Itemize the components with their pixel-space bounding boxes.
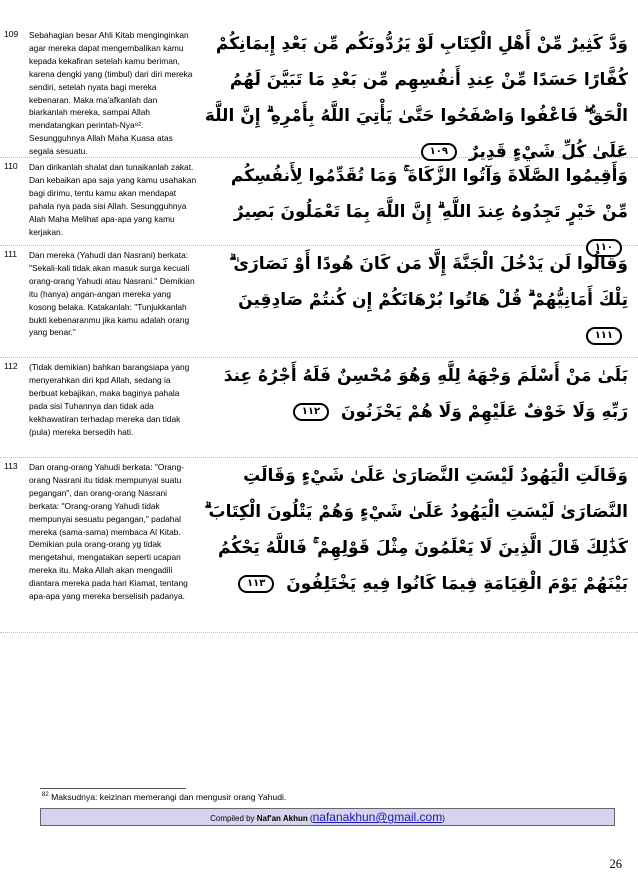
verse-109 — [0, 26, 638, 162]
verse-number: 112 — [4, 361, 18, 371]
verse-translation: Dan mereka (Yahudi dan Nasrani) berkata: "Sekali-kali tidak akan masuk surga kecuali orang-orang Yahudi atau Nasrani." Demikian itu (hanya) angan-angan mereka yang kosong belaka. Katakanlah: "Tunjukkanlah bukti kebenaranmu jika kamu adalah orang yang benar." — [29, 250, 195, 338]
compiler-name: Naf'an Akhun — [256, 814, 308, 823]
verse-111 — [0, 246, 638, 358]
footnote-text: Maksudnya: keizinan memerangi dan mengusir orang Yahudi. — [51, 792, 287, 802]
ayah-marker: ١١٢ — [293, 403, 329, 421]
verse-number: 113 — [4, 461, 18, 471]
arabic-text: بَلَىٰ مَنْ أَسْلَمَ وَجْهَهُ لِلَّهِ وَهُوَ مُحْسِنٌ فَلَهُ أَجْرُهُ عِندَ رَبِّهِ وَلَا خَوْفٌ عَلَيْهِمْ وَلَا هُمْ يَحْزَنُونَ — [223, 366, 628, 422]
verse-number: 109 — [4, 29, 19, 39]
verse-translation: Dan orang-orang Yahudi berkata: "Orang-orang Nasrani itu tidak mempunyai suatu pegangan", dan orang-orang Nasrani berkata: "Orang-orang Yahudi tidak mempunyai sesuatu pegangan," padahal mereka (sama-sama) membaca Al Kitab. Demikian pula orang-orang yg tidak mengetahui, mengatakan seperti ucapan mereka itu. Maka Allah akan mengadili diantara mereka pada hari Kiamat, tentang apa-apa yang mereka berselisih padanya. — [29, 462, 188, 602]
verse-translation: Dan dirikanlah shalat dan tunaikanlah zakat. Dan kebaikan apa saja yang kamu usahakan bagi dirimu, tentu kamu akan mendapat pahala nya pada sisi Allah. Sesungguhnya Alah Maha Melihat apa-apa yang kamu kerjakan. — [29, 162, 197, 237]
verses-container — [0, 26, 638, 633]
paren-open: ( — [307, 814, 313, 823]
ayah-marker: ١١٣ — [238, 575, 274, 593]
compiled-by-banner — [40, 808, 615, 826]
footnote — [42, 792, 286, 802]
verse-arabic — [200, 458, 628, 602]
arabic-text: وَدَّ كَثِيرٌ مِّنْ أَهْلِ الْكِتَابِ لَوْ يَرُدُّونَكُم مِّن بَعْدِ إِيمَانِكُمْ كُفَّارًا حَسَدًا مِّنْ عِندِ أَنفُسِهِم مِّن بَعْدِ مَا تَبَيَّنَ لَهُمُ الْحَقُّ ۖ فَاعْفُوا وَاصْفَحُوا حَتَّىٰ يَأْتِيَ اللَّهُ بِأَمْرِهِ ۗ إِنَّ اللَّهَ عَلَىٰ كُلِّ شَيْءٍ قَدِيرٌ — [204, 34, 628, 162]
verse-113 — [0, 458, 638, 633]
paren-close: ) — [442, 814, 445, 823]
arabic-text: وَقَالَتِ الْيَهُودُ لَيْسَتِ النَّصَارَىٰ عَلَىٰ شَيْءٍ وَقَالَتِ النَّصَارَىٰ لَيْسَتِ الْيَهُودُ عَلَىٰ شَيْءٍ وَهُمْ يَتْلُونَ الْكِتَابَ ۗ كَذَٰلِكَ قَالَ الَّذِينَ لَا يَعْلَمُونَ مِثْلَ قَوْلِهِمْ ۚ فَاللَّهُ يَحْكُمُ بَيْنَهُمْ يَوْمَ الْقِيَامَةِ فِيمَا كَانُوا فِيهِ يَخْتَلِفُونَ — [204, 466, 628, 594]
verse-arabic — [200, 26, 628, 170]
verse-number: 111 — [4, 249, 18, 259]
page-number: 26 — [609, 857, 622, 871]
arabic-text: وَأَقِيمُوا الصَّلَاةَ وَآتُوا الزَّكَاةَ ۚ وَمَا تُقَدِّمُوا لِأَنفُسِكُم مِّنْ خَيْرٍ تَجِدُوهُ عِندَ اللَّهِ ۗ إِنَّ اللَّهَ بِمَا تَعْمَلُونَ بَصِيرٌ — [230, 166, 628, 222]
arabic-text: وَقَالُوا لَن يَدْخُلَ الْجَنَّةَ إِلَّا مَن كَانَ هُودًا أَوْ نَصَارَىٰ ۗ تِلْكَ أَمَانِيُّهُمْ ۗ قُلْ هَاتُوا بُرْهَانَكُمْ إِن كُنتُمْ صَادِقِينَ — [229, 254, 628, 310]
compiled-prefix: Compiled by — [210, 814, 257, 823]
ayah-marker: ١١٠ — [586, 239, 622, 257]
verse-number: 110 — [4, 161, 18, 171]
ayah-marker: ١٠٩ — [421, 143, 457, 161]
verse-translation: (Tidak demikian) bahkan barangsiapa yang menyerahkan diri kpd Allah, sedang ia berbuat kebajikan, maka baginya pahala pada sisi Tuhannya dan tidak ada kekhawatiran terhadap mereka dan tidak (pula) mereka bersedih hati. — [29, 362, 190, 437]
ayah-marker: ١١١ — [586, 327, 622, 345]
verse-110 — [0, 158, 638, 253]
verse-arabic — [200, 246, 628, 354]
footnote-number: 82 — [42, 792, 49, 799]
footnote-divider — [40, 788, 186, 789]
verse-arabic — [200, 358, 628, 430]
verse-112 — [0, 358, 638, 458]
verse-translation: Sebahagian besar Ahli Kitab menginginkan agar mereka dapat mengembalikan kamu kepada kekafiran setelah kamu beriman, karena dengki yang (timbul) dari diri mereka sendiri, setelah nyata bagi mereka kebenaran. Maka ma'afkanlah dan biarkanlah mereka, sampai Allah mendatangkan perintah-Nya⁸². Sesungguhnya Allah Maha Kuasa atas segala sesuatu. — [29, 30, 193, 157]
email-link[interactable]: nafanakhun@gmail.com — [312, 810, 443, 824]
